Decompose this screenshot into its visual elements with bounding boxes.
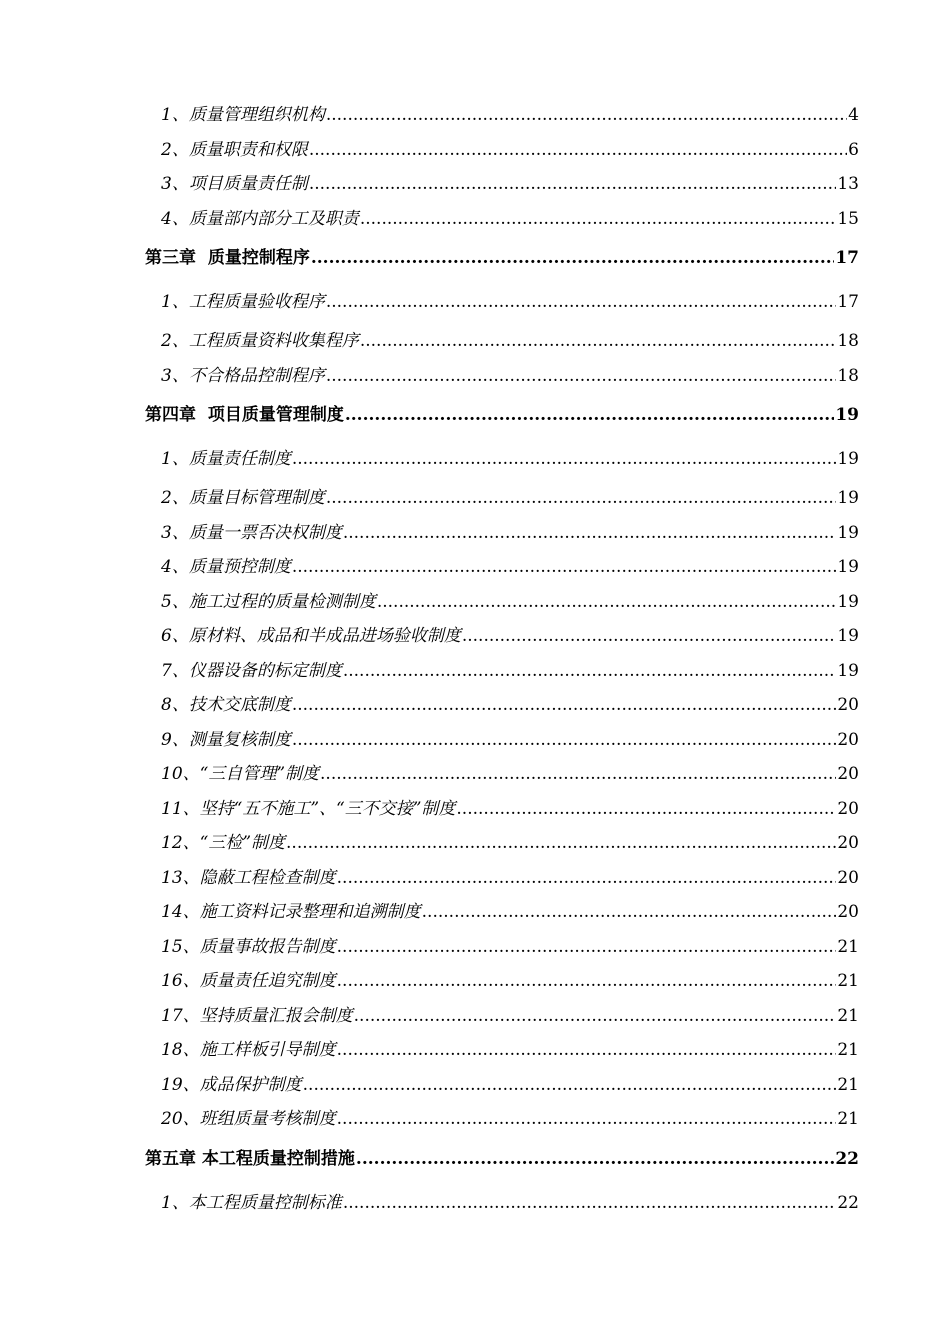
toc-section-entry[interactable] xyxy=(145,723,859,758)
toc-entry-separator: 、 xyxy=(171,1192,189,1213)
toc-page-number: 19 xyxy=(837,557,859,577)
toc-page-number: 17 xyxy=(837,292,859,312)
toc-page-number: 21 xyxy=(837,1074,859,1095)
toc-section-entry[interactable] xyxy=(145,999,859,1034)
toc-dot-leader xyxy=(309,133,847,168)
toc-entry-separator: 、 xyxy=(182,936,200,957)
toc-entry-number: 16 xyxy=(161,971,183,991)
toc-entry-number: 18 xyxy=(161,1040,183,1060)
toc-dot-leader xyxy=(292,437,837,481)
toc-entry-separator: 、 xyxy=(171,331,189,351)
toc-page-number: 21 xyxy=(837,1040,859,1060)
toc-section-entry[interactable] xyxy=(145,757,859,792)
toc-entry-separator: 、 xyxy=(171,557,189,577)
toc-dot-leader xyxy=(337,861,837,896)
toc-dot-leader xyxy=(337,930,837,965)
toc-entry-title: 原材料、成品和半成品进场验收制度 xyxy=(188,626,461,646)
toc-entry-number: 19 xyxy=(161,1074,183,1095)
toc-page-number: 13 xyxy=(837,174,859,194)
toc-page-number: 19 xyxy=(837,449,859,469)
toc-entry-number: 1 xyxy=(161,1192,172,1213)
toc-page-number: 19 xyxy=(837,626,859,646)
toc-entry-separator: 、 xyxy=(171,695,189,715)
toc-entry-number: 5 xyxy=(161,591,172,612)
toc-entry-title: 质量管理组织机构 xyxy=(188,105,325,125)
toc-dot-leader xyxy=(337,1102,837,1137)
toc-section-entry[interactable] xyxy=(145,167,859,202)
toc-page-number: 4 xyxy=(848,105,859,125)
toc-entry-separator: 、 xyxy=(171,591,189,612)
toc-section-entry[interactable] xyxy=(145,861,859,896)
toc-dot-leader xyxy=(343,516,837,551)
toc-entry-separator: 、 xyxy=(182,764,200,784)
toc-entry-title: 仪器设备的标定制度 xyxy=(188,660,342,681)
toc-chapter-entry[interactable] xyxy=(145,1137,859,1181)
toc-dot-leader xyxy=(309,167,837,202)
toc-section-entry[interactable] xyxy=(145,437,859,481)
toc-entry-number: 12 xyxy=(161,833,183,853)
toc-page-number: 20 xyxy=(837,902,859,922)
toc-entry-title: “三自管理”制度 xyxy=(199,764,320,784)
toc-page-number: 21 xyxy=(837,936,859,957)
toc-page-number: 19 xyxy=(835,405,859,425)
toc-section-entry[interactable] xyxy=(145,280,859,324)
toc-entry-number: 3 xyxy=(161,174,172,194)
toc-entry-separator: 、 xyxy=(171,292,189,312)
toc-entry-title: 施工样板引导制度 xyxy=(199,1040,336,1060)
toc-page-number: 18 xyxy=(837,331,859,351)
toc-page-number: 15 xyxy=(837,208,859,229)
toc-entry-title: 质量责任追究制度 xyxy=(199,971,336,991)
toc-entry-separator: 、 xyxy=(171,626,189,646)
toc-section-entry[interactable] xyxy=(145,1068,859,1103)
toc-entry-number: 1 xyxy=(161,105,172,125)
toc-dot-leader xyxy=(377,585,837,620)
toc-section-entry[interactable] xyxy=(145,826,859,861)
toc-chapter-entry[interactable] xyxy=(145,393,859,437)
toc-entry-separator: 、 xyxy=(171,365,189,386)
toc-entry-number: 10 xyxy=(161,764,183,784)
toc-dot-leader xyxy=(326,481,837,516)
toc-entry-number: 20 xyxy=(161,1109,183,1129)
toc-page-number: 21 xyxy=(837,1109,859,1129)
toc-page-number: 19 xyxy=(837,591,859,612)
toc-entry-title: 质量一票否决权制度 xyxy=(188,522,342,543)
toc-entry-separator: 、 xyxy=(171,488,189,508)
toc-entry-separator: 、 xyxy=(171,449,189,469)
toc-dot-leader xyxy=(360,202,837,237)
toc-dot-leader xyxy=(343,654,837,689)
toc-section-entry[interactable] xyxy=(145,585,859,620)
toc-entry-title: 施工过程的质量检测制度 xyxy=(188,591,376,612)
toc-page-number: 20 xyxy=(837,833,859,853)
toc-entry-number: 9 xyxy=(161,729,172,750)
toc-entry-number: 第五章 xyxy=(145,1148,196,1169)
toc-section-entry[interactable] xyxy=(145,964,859,999)
toc-entry-separator: 、 xyxy=(182,833,200,853)
toc-dot-leader xyxy=(337,1033,837,1068)
toc-entry-title: 工程质量资料收集程序 xyxy=(188,331,359,351)
toc-entry-number: 4 xyxy=(161,557,172,577)
toc-entry-separator: 、 xyxy=(171,729,189,750)
toc-entry-separator: 、 xyxy=(182,1109,200,1129)
toc-entry-separator: 、 xyxy=(171,208,189,229)
toc-entry-title: 坚持“五不施工”、“三不交接”制度 xyxy=(199,798,456,819)
toc-entry-number: 2 xyxy=(161,488,172,508)
toc-page-number: 20 xyxy=(837,729,859,750)
toc-entry-title: 坚持质量汇报会制度 xyxy=(199,1005,353,1026)
toc-section-entry[interactable] xyxy=(145,792,859,827)
toc-dot-leader xyxy=(326,98,847,133)
toc-entry-separator: 、 xyxy=(171,660,189,681)
toc-page-number: 19 xyxy=(837,488,859,508)
toc-entry-number: 第三章 xyxy=(145,248,196,268)
toc-entry-separator: 、 xyxy=(182,1040,200,1060)
toc-dot-leader xyxy=(337,964,837,999)
toc-entry-number: 15 xyxy=(161,936,183,957)
toc-section-entry[interactable] xyxy=(145,202,859,237)
toc-entry-separator: 、 xyxy=(182,902,200,922)
toc-entry-number: 3 xyxy=(161,522,172,543)
toc-dot-leader xyxy=(311,236,834,280)
toc-section-entry[interactable] xyxy=(145,688,859,723)
toc-section-entry[interactable] xyxy=(145,1181,859,1225)
toc-entry-separator: 、 xyxy=(171,522,189,543)
toc-entry-separator: 、 xyxy=(171,174,189,194)
toc-entry-title: 质量事故报告制度 xyxy=(199,936,336,957)
toc-entry-title: 项目质量责任制 xyxy=(188,174,308,194)
toc-page-number: 17 xyxy=(835,248,859,268)
toc-page-number: 20 xyxy=(837,867,859,888)
toc-dot-leader xyxy=(292,688,837,723)
toc-dot-leader xyxy=(345,393,834,437)
toc-section-entry[interactable] xyxy=(145,619,859,654)
toc-entry-number: 6 xyxy=(161,626,172,646)
toc-entry-number: 7 xyxy=(161,660,172,681)
toc-entry-title: 不合格品控制程序 xyxy=(188,365,325,386)
toc-entry-number: 13 xyxy=(161,867,183,888)
toc-section-entry[interactable] xyxy=(145,481,859,516)
toc-entry-title: 质量责任制度 xyxy=(188,449,291,469)
toc-entry-title: 质量预控制度 xyxy=(188,557,291,577)
toc-section-entry[interactable] xyxy=(145,930,859,965)
toc-entry-title: 质量职责和权限 xyxy=(188,139,308,160)
toc-entry-title: 班组质量考核制度 xyxy=(199,1109,336,1129)
toc-entry-separator: 、 xyxy=(182,1074,200,1095)
toc-section-entry[interactable] xyxy=(145,895,859,930)
toc-dot-leader xyxy=(303,1068,837,1103)
toc-section-entry[interactable] xyxy=(145,516,859,551)
toc-entry-number: 第四章 xyxy=(145,405,196,425)
toc-entry-title: 成品保护制度 xyxy=(199,1074,302,1095)
toc-entry-title: 项目质量管理制度 xyxy=(207,405,344,425)
toc-page-number: 6 xyxy=(848,139,859,160)
toc-entry-separator: 、 xyxy=(182,867,200,888)
toc-entry-number: 11 xyxy=(161,798,183,819)
toc-dot-leader xyxy=(286,826,836,861)
toc-entry-number: 8 xyxy=(161,695,172,715)
toc-entry-title: 隐蔽工程检查制度 xyxy=(199,867,336,888)
toc-dot-leader xyxy=(356,1137,834,1181)
toc-entry-number: 1 xyxy=(161,292,172,312)
toc-entry-separator: 、 xyxy=(182,798,200,819)
toc-entry-title: 质量目标管理制度 xyxy=(188,488,325,508)
toc-dot-leader xyxy=(320,757,836,792)
toc-dot-leader xyxy=(292,550,837,585)
toc-dot-leader xyxy=(326,359,837,394)
toc-entry-separator: 、 xyxy=(171,105,189,125)
toc-page-number: 19 xyxy=(837,522,859,543)
toc-entry-separator: 、 xyxy=(182,971,200,991)
table-of-contents xyxy=(145,98,859,1225)
toc-page-number: 20 xyxy=(837,764,859,784)
toc-entry-number: 2 xyxy=(161,139,172,160)
toc-dot-leader xyxy=(326,280,837,324)
toc-page-number: 22 xyxy=(837,1192,859,1213)
toc-entry-title: 测量复核制度 xyxy=(188,729,291,750)
toc-dot-leader xyxy=(422,895,837,930)
toc-entry-number: 3 xyxy=(161,365,172,386)
toc-entry-title: 质量控制程序 xyxy=(207,248,310,268)
toc-dot-leader xyxy=(462,619,837,654)
toc-page-number: 18 xyxy=(837,365,859,386)
toc-entry-title: “三检”制度 xyxy=(199,833,286,853)
toc-section-entry[interactable] xyxy=(145,133,859,168)
toc-section-entry[interactable] xyxy=(145,1033,859,1068)
toc-dot-leader xyxy=(343,1181,837,1225)
toc-entry-separator xyxy=(196,393,208,437)
toc-entry-separator xyxy=(196,236,208,280)
toc-dot-leader xyxy=(354,999,837,1034)
toc-entry-title: 质量部内部分工及职责 xyxy=(188,208,359,229)
toc-entry-title: 施工资料记录整理和追溯制度 xyxy=(199,902,421,922)
toc-page-number: 20 xyxy=(837,695,859,715)
toc-entry-number: 1 xyxy=(161,449,172,469)
toc-chapter-entry[interactable] xyxy=(145,236,859,280)
toc-section-entry[interactable] xyxy=(145,98,859,133)
toc-entry-title: 技术交底制度 xyxy=(188,695,291,715)
toc-entry-title: 工程质量验收程序 xyxy=(188,292,325,312)
toc-page-number: 21 xyxy=(837,971,859,991)
toc-dot-leader xyxy=(360,324,837,359)
toc-page-number: 19 xyxy=(837,660,859,681)
toc-section-entry[interactable] xyxy=(145,359,859,394)
toc-entry-title: 本工程质量控制措施 xyxy=(201,1148,355,1169)
toc-dot-leader xyxy=(292,723,837,758)
toc-entry-number: 14 xyxy=(161,902,183,922)
toc-entry-separator: 、 xyxy=(182,1005,200,1026)
toc-page-number: 20 xyxy=(837,798,859,819)
toc-section-entry[interactable] xyxy=(145,654,859,689)
toc-entry-number: 17 xyxy=(161,1005,183,1026)
toc-entry-separator: 、 xyxy=(171,139,189,160)
toc-section-entry[interactable] xyxy=(145,550,859,585)
toc-section-entry[interactable] xyxy=(145,324,859,359)
toc-section-entry[interactable] xyxy=(145,1102,859,1137)
toc-page-number: 22 xyxy=(835,1148,859,1169)
toc-entry-number: 2 xyxy=(161,331,172,351)
toc-page-number: 21 xyxy=(837,1005,859,1026)
toc-entry-number: 4 xyxy=(161,208,172,229)
toc-entry-title: 本工程质量控制标准 xyxy=(188,1192,342,1213)
toc-dot-leader xyxy=(456,792,836,827)
